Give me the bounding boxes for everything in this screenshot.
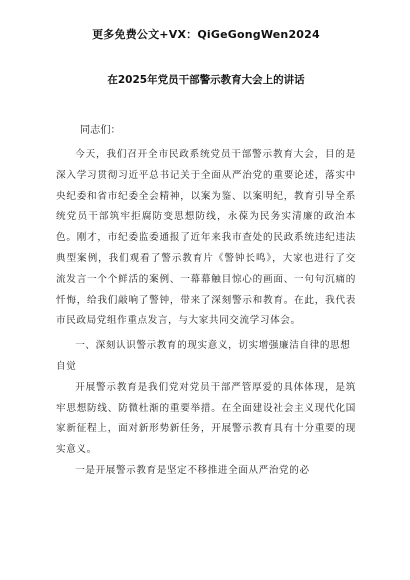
document-header: 更多免费公文+VX：QiGeGongWen2024	[92, 28, 320, 41]
body-paragraph: 今天，我们召开全市民政系统党员干部警示教育大会，目的是深入学习贯彻习近平总书记关于全面从严治党的重要论述，落实中央纪委和省市纪委全会精神，以案为鉴、以案明纪，教育引导全系统党员干部筑牢拒腐防变思想防线，永葆为民务实清廉的政治本色。刚才，市纪委监委通报了近年来我市查处的民政系统违纪违法典型案例，我们观看了警示教育片《警钟长鸣》，大家也进行了交流发言一个个鲜活的案例、一幕幕触目惊心的画面、一句句沉痛的忏悔，给我们敲响了警钟，带来了深刻警示和教育。在此，我代表市民政局党组作重点发言，与大家共同交流学习体会。	[56, 149, 356, 327]
body-paragraph: 开展警示教育是我们党对党员干部严管厚爱的具体体现，是筑牢思想防线、防微杜渐的重要举措。在全面建设社会主义现代化国家新征程上，面对新形势新任务，开展警示教育具有十分重要的现实意义。	[56, 381, 356, 456]
body-paragraph: 一是开展警示教育是坚定不移推进全面从严治党的必	[75, 464, 310, 476]
section-heading: 一、深刻认识警示教育的现实意义，切实增强廉洁自律的思想自觉	[56, 340, 351, 372]
document-title: 在2025年党员干部警示教育大会上的讲话	[107, 74, 305, 86]
salutation: 同志们：	[80, 125, 121, 136]
